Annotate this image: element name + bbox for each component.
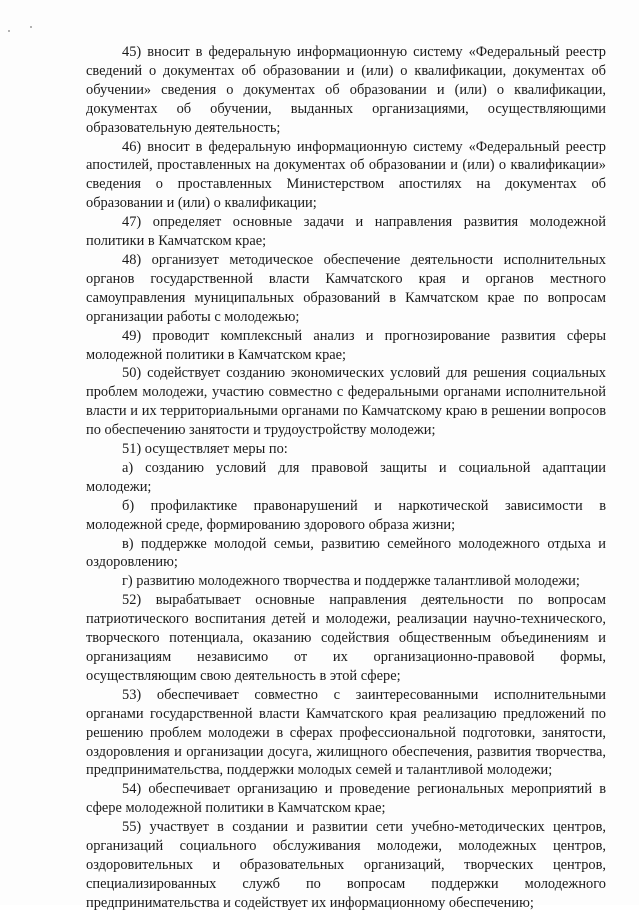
scan-dot (8, 30, 10, 32)
paragraph-46: 46) вносит в федеральную информационную систему «Федеральный реестр апостилей, проставленных на документах об образовании и (или) о квалификации» сведения о проставленных Министерством апостилях на документах об образовании и (или) о квалификации; (86, 138, 606, 212)
paragraph-51-v: в) поддержке молодой семьи, развитию семейного молодежного отдыха и оздоровлению; (86, 535, 606, 571)
paragraph-48: 48) организует методическое обеспечение деятельности исполнительных органов государственной власти Камчатского края и органов местного самоуправления муниципальных образований в Камчатском крае по вопросам организации работы с молодежью; (86, 251, 606, 325)
scan-artifact (8, 24, 38, 38)
paragraph-52: 52) вырабатывает основные направления деятельности по вопросам патриотического воспитания детей и молодежи, реализации научно-технического, творческого потенциала, оказанию содействия общественным объединениям и организациям независимо от их организационно-правовой формы, осуществляющим свою деятельность в этой сфере; (86, 592, 606, 684)
paragraph-49: 49) проводит комплексный анализ и прогнозирование развития сферы молодежной политики в Камчатском крае; (86, 327, 606, 363)
paragraph-51-b: б) профилактике правонарушений и наркотической зависимости в молодежной среде, формированию здорового образа жизни; (86, 497, 606, 533)
paragraph-50: 50) содействует созданию экономических условий для решения социальных проблем молодежи, участию совместно с федеральными органами исполнительной власти и их территориальными органами по Камчатскому краю в решении вопросов по обеспечению занятости и трудоустройству молодежи; (86, 365, 606, 439)
paragraph-51: 51) осуществляет меры по: (122, 441, 288, 458)
scan-dot (30, 26, 32, 28)
paragraph-53: 53) обеспечивает совместно с заинтересованными исполнительными органами государственной власти Камчатского края реализацию предложений по решению проблем молодежи в сферах профессиональной подготовки, занятости, оздоровления и организации досуга, жилищного обеспечения, развития творчества, предпринимательства, поддержки молодых семей и талантливой молодежи; (86, 686, 606, 779)
paragraph-54: 54) обеспечивает организацию и проведение региональных мероприятий в сфере молодежной политики в Камчатском крае; (86, 781, 606, 817)
paragraph-55: 55) участвует в создании и развитии сети учебно-методических центров, организаций социального обслуживания молодежи, молодежных центров, оздоровительных и образовательных организаций, творческих центров, специализированных служб по вопросам поддержки молодежного предпринимательства и содействует их информационному обеспечению; (86, 819, 606, 911)
paragraph-51-g: г) развитию молодежного творчества и поддержке талантливой молодежи; (122, 573, 580, 590)
paragraph-51-a: а) созданию условий для правовой защиты и социальной адаптации молодежи; (86, 459, 606, 495)
paragraph-47: 47) определяет основные задачи и направления развития молодежной политики в Камчатском крае; (86, 214, 606, 250)
document-body (86, 43, 606, 913)
paragraph-45: 45) вносит в федеральную информационную систему «Федеральный реестр сведений о документах об образовании и (или) о квалификации, документах об обучении» сведения о документах об образовании и (или) о квалификации, документах об обучении, выданных организациями, осуществляющими образовательную деятельность; (86, 44, 606, 136)
